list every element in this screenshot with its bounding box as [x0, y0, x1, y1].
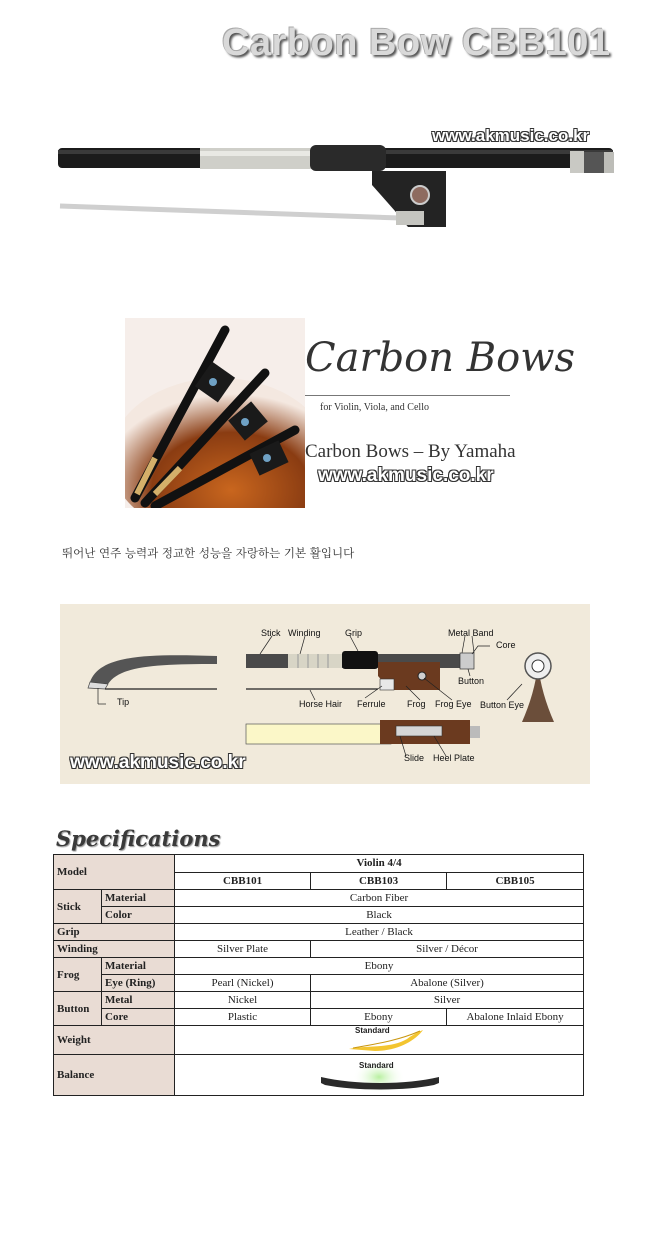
- button-core-value: Ebony: [311, 1009, 447, 1026]
- frog-eye: [411, 186, 429, 204]
- model-name: CBB103: [311, 872, 447, 890]
- table-row: [54, 958, 584, 975]
- weight-badge: Standard: [355, 1026, 390, 1035]
- table-row: [54, 975, 584, 992]
- model-name: CBB101: [175, 872, 311, 890]
- frog-eye-value: Pearl (Nickel): [175, 975, 311, 992]
- grip-value: Leather / Black: [175, 924, 584, 941]
- label-horse-hair: Horse Hair: [299, 699, 343, 709]
- weight-value: [175, 1026, 584, 1055]
- button-core-value: Plastic: [175, 1009, 311, 1026]
- table-row: [54, 992, 584, 1009]
- table-row: [54, 1026, 584, 1055]
- frog-eye-value: Abalone (Silver): [311, 975, 584, 992]
- label-core: Core: [496, 640, 516, 650]
- stick-material-label: Material: [102, 890, 175, 907]
- weight-label: Weight: [54, 1026, 175, 1055]
- balance-value: [175, 1055, 584, 1096]
- specifications-heading: Specifications: [56, 826, 221, 851]
- label-grip: Grip: [345, 628, 363, 638]
- label-frog-eye: Frog Eye: [435, 699, 472, 709]
- watermark: www.akmusic.co.kr: [318, 465, 494, 486]
- label-heel-plate: Heel Plate: [433, 753, 475, 763]
- stick-material-value: Carbon Fiber: [175, 890, 584, 907]
- winding-label: Winding: [54, 941, 175, 958]
- promo-byline: Carbon Bows – By Yamaha: [305, 441, 516, 462]
- stick-label: Stick: [54, 890, 102, 924]
- stick-color-label: Color: [102, 907, 175, 924]
- table-row: [54, 855, 584, 873]
- model-label: Model: [54, 855, 175, 890]
- bow-hair: [60, 206, 400, 218]
- promo-divider: [305, 395, 510, 396]
- bow-anatomy-diagram: [60, 604, 590, 784]
- button-core-label: Core: [102, 1009, 175, 1026]
- label-slide: Slide: [404, 753, 425, 763]
- carbon-bows-image: [125, 318, 305, 508]
- watermark: www.akmusic.co.kr: [432, 126, 590, 145]
- page-title: Carbon Bow CBB101: [222, 22, 611, 64]
- promo-subtitle: for Violin, Viola, and Cello: [320, 402, 429, 413]
- model-group: Violin 4/4: [175, 855, 584, 873]
- model-name: CBB105: [447, 872, 584, 890]
- stick-color-value: Black: [175, 907, 584, 924]
- watermark: www.akmusic.co.kr: [70, 752, 246, 773]
- winding-value: Silver Plate: [175, 941, 311, 958]
- grip-label: Grip: [54, 924, 175, 941]
- balance-label: Balance: [54, 1055, 175, 1096]
- frog-label: Frog: [54, 958, 102, 992]
- promo-title: Carbon Bows: [305, 335, 575, 381]
- frog-material-label: Material: [102, 958, 175, 975]
- table-row: [54, 1055, 584, 1096]
- button-metal-value: Silver: [311, 992, 584, 1009]
- winding-value: Silver / Décor: [311, 941, 584, 958]
- label-frog: Frog: [407, 699, 426, 709]
- frog-material-value: Ebony: [175, 958, 584, 975]
- balance-badge: Standard: [359, 1061, 394, 1070]
- label-ferrule: Ferrule: [357, 699, 386, 709]
- label-winding: Winding: [288, 628, 321, 638]
- label-button-eye: Button Eye: [480, 700, 525, 710]
- button-label: Button: [54, 992, 102, 1026]
- table-row: [54, 924, 584, 941]
- button-metal-value: Nickel: [175, 992, 311, 1009]
- table-row: [54, 890, 584, 907]
- table-row: [54, 907, 584, 924]
- specifications-table: [53, 854, 584, 1096]
- button-core-value: Abalone Inlaid Ebony: [447, 1009, 584, 1026]
- label-button: Button: [458, 676, 485, 686]
- bow-grip: [310, 145, 386, 171]
- label-tip: Tip: [117, 697, 130, 707]
- label-metal-band: Metal Band: [448, 628, 494, 638]
- label-stick: Stick: [261, 628, 281, 638]
- description-text: 뛰어난 연주 능력과 정교한 성능을 자랑하는 기본 활입니다: [62, 546, 355, 560]
- frog-eye-label: Eye (Ring): [102, 975, 175, 992]
- table-row: [54, 941, 584, 958]
- button-metal-label: Metal: [102, 992, 175, 1009]
- table-row: [54, 1009, 584, 1026]
